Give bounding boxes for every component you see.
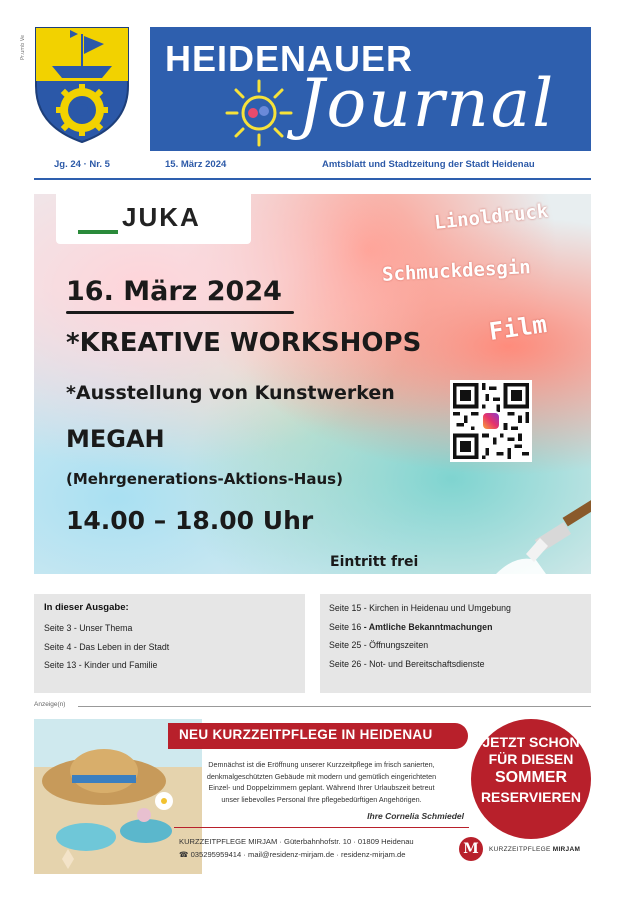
ad-divider bbox=[78, 706, 591, 707]
contents-heading: In dieser Ausgabe: bbox=[44, 602, 129, 613]
ad-contact-info[interactable]: ☎ 035295959414 · mail@residenz-mirjam.de · residenz-mirjam.de bbox=[179, 850, 406, 859]
poster-exhibition: *Ausstellung von Kunstwerken bbox=[66, 382, 395, 404]
paintbrush-icon bbox=[496, 494, 591, 574]
mirjam-logo-icon: M bbox=[459, 837, 483, 861]
event-poster bbox=[34, 194, 591, 574]
poster-venue-full: (Mehrgenerations-Aktions-Haus) bbox=[66, 470, 343, 488]
toc-entry[interactable]: Seite 13 - Kinder und Familie bbox=[44, 660, 158, 670]
poster-topic-film: Film bbox=[487, 310, 549, 346]
ad-cta-line: JETZT SCHON bbox=[482, 734, 580, 750]
mirjam-logo-text: KURZZEITPFLEGE MIRJAM bbox=[489, 846, 581, 853]
toc-entry[interactable]: Seite 4 - Das Leben in der Stadt bbox=[44, 641, 170, 652]
poster-topic-linoldruck: Linoldruck bbox=[433, 200, 550, 234]
issue-date: 15. März 2024 bbox=[165, 159, 227, 170]
masthead-title: HEIDENAUER bbox=[165, 38, 414, 79]
ad-headline: NEU KURZZEITPFLEGE IN HEIDENAU bbox=[179, 727, 433, 742]
contents-panel-right bbox=[320, 594, 591, 693]
issue-number: Jg. 24 · Nr. 5 bbox=[54, 159, 110, 170]
city-crest-logo bbox=[34, 26, 130, 144]
ad-body-text: Demnächst ist die Eröffnung unserer Kurzzeitpflege im frisch sanierten, denkmalgeschützten Gebäude mit modern und gemütlich eingerichteten Einzel- und Doppelzimmern geplant. Während Ihrer Urlaubszeit betreut unser liebevolles Personal Ihre pflegebedürftigen Angehörigen. bbox=[206, 760, 437, 804]
masthead-journal-script: Journal bbox=[298, 65, 556, 142]
juka-logo-box bbox=[56, 194, 251, 244]
poster-workshops: *KREATIVE WORKSHOPS bbox=[66, 328, 422, 358]
poster-venue: MEGAH bbox=[66, 425, 165, 453]
masthead-banner bbox=[150, 27, 591, 151]
toc-entry[interactable]: Seite 3 - Unser Thema bbox=[44, 623, 133, 633]
toc-entry[interactable]: Seite 16 - Amtliche Bekanntmachungen bbox=[329, 621, 493, 632]
instagram-icon bbox=[481, 411, 501, 431]
toc-entry[interactable]: Seite 25 - Öffnungszeiten bbox=[329, 640, 429, 650]
juka-logo: JUKA bbox=[122, 202, 201, 232]
ad-cta-line: RESERVIEREN bbox=[480, 789, 582, 805]
ad-cta-line: FÜR DIESEN bbox=[488, 751, 574, 767]
sun-logo-icon bbox=[223, 77, 295, 149]
toc-entry[interactable]: Seite 26 - Not- und Bereitschaftsdienste bbox=[329, 658, 485, 669]
poster-date: 16. März 2024 bbox=[66, 276, 282, 307]
ad-signature: Ihre Cornelia Schmiedel bbox=[367, 811, 464, 821]
poster-entry: Eintritt frei bbox=[330, 554, 419, 570]
ad-label: Anzeige(n) bbox=[34, 701, 66, 708]
poster-date-underline bbox=[66, 311, 294, 314]
divider bbox=[34, 178, 591, 180]
poster-topic-schmuckdesign: Schmuckdesgin bbox=[381, 256, 532, 286]
advertisement[interactable] bbox=[34, 719, 591, 874]
ad-cta-line: SOMMER bbox=[495, 769, 567, 786]
juka-logo-accent bbox=[78, 230, 118, 234]
toc-entry[interactable]: Seite 15 - Kirchen in Heidenau und Umgebung bbox=[329, 603, 511, 613]
poster-time: 14.00 – 18.00 Uhr bbox=[66, 506, 314, 535]
ad-address: KURZZEITPFLEGE MIRJAM · Güterbahnhofstr. 10 · 01809 Heidenau bbox=[179, 837, 414, 846]
ad-divider-red bbox=[174, 827, 469, 828]
masthead-subtitle: Amtsblatt und Stadtzeitung der Stadt Heidenau bbox=[322, 159, 535, 170]
crest-note: Pr.umb Ve bbox=[20, 34, 26, 60]
contents-panel-left bbox=[34, 594, 305, 693]
